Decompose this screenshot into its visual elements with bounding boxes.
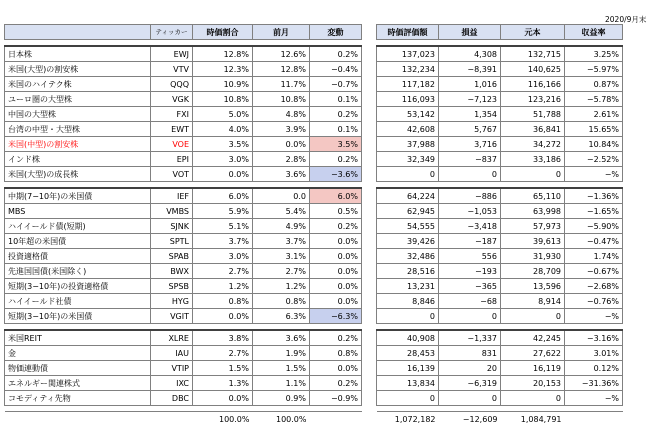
yield-cell: −% xyxy=(565,391,623,406)
ticker: HYG xyxy=(151,294,193,309)
value-cell: 0 xyxy=(377,391,439,406)
change-cell: −0.9% xyxy=(310,391,362,406)
asset-name: 台湾の中型・大型株 xyxy=(5,122,151,137)
portfolio-table xyxy=(4,24,623,426)
change-cell: 3.5% xyxy=(310,137,362,152)
prev-cell: 3.6% xyxy=(253,167,310,182)
prev-cell: 3.9% xyxy=(253,122,310,137)
change-cell: 0.8% xyxy=(310,346,362,361)
yield-cell: −31.36% xyxy=(565,376,623,391)
prev-cell: 4.9% xyxy=(253,219,310,234)
date-label: 2020/9月末 xyxy=(605,14,646,25)
change-cell: 0.1% xyxy=(310,122,362,137)
change-cell: 0.0% xyxy=(310,361,362,376)
change-cell: 0.0% xyxy=(310,279,362,294)
ticker: EWT xyxy=(151,122,193,137)
header-name xyxy=(5,25,151,40)
prev-cell: 1.2% xyxy=(253,279,310,294)
header-change: 変動 xyxy=(310,25,362,40)
ratio-cell: 0.8% xyxy=(193,294,253,309)
table-row xyxy=(5,137,623,152)
pl-cell: 20 xyxy=(439,361,501,376)
principal-cell: 116,166 xyxy=(501,77,565,92)
asset-name: エネルギー関連株式 xyxy=(5,376,151,391)
prev-cell: 1.1% xyxy=(253,376,310,391)
ratio-cell: 0.0% xyxy=(193,391,253,406)
value-cell: 13,231 xyxy=(377,279,439,294)
pl-cell: 0 xyxy=(439,167,501,182)
table-row xyxy=(5,346,623,361)
ticker: EPI xyxy=(151,152,193,167)
yield-cell: −0.76% xyxy=(565,294,623,309)
prev-cell: 0.9% xyxy=(253,391,310,406)
ticker: SPSB xyxy=(151,279,193,294)
change-cell: 0.1% xyxy=(310,92,362,107)
change-cell: 0.0% xyxy=(310,234,362,249)
ticker: VMBS xyxy=(151,204,193,219)
asset-name: 中国の大型株 xyxy=(5,107,151,122)
change-cell: −6.3% xyxy=(310,309,362,324)
ratio-cell: 1.2% xyxy=(193,279,253,294)
ticker: SJNK xyxy=(151,219,193,234)
yield-cell: 0.12% xyxy=(565,361,623,376)
yield-cell: −5.97% xyxy=(565,62,623,77)
asset-name: コモディティ先物 xyxy=(5,391,151,406)
value-cell: 37,988 xyxy=(377,137,439,152)
prev-cell: 1.5% xyxy=(253,361,310,376)
asset-name: 米国(大型)の成長株 xyxy=(5,167,151,182)
yield-cell: −0.47% xyxy=(565,234,623,249)
change-cell: −3.6% xyxy=(310,167,362,182)
table-row xyxy=(5,92,623,107)
ticker: VOE xyxy=(151,137,193,152)
prev-cell: 2.8% xyxy=(253,152,310,167)
table-row xyxy=(5,294,623,309)
yield-cell: 2.61% xyxy=(565,107,623,122)
asset-name: 中期(7−10年)の米国債 xyxy=(5,188,151,204)
asset-name: 10年超の米国債 xyxy=(5,234,151,249)
asset-name: 日本株 xyxy=(5,46,151,62)
principal-cell: 140,625 xyxy=(501,62,565,77)
pl-cell: −365 xyxy=(439,279,501,294)
principal-cell: 13,596 xyxy=(501,279,565,294)
yield-cell: −1.36% xyxy=(565,188,623,204)
prev-cell: 3.7% xyxy=(253,234,310,249)
table-row xyxy=(5,391,623,406)
change-cell: 0.2% xyxy=(310,330,362,346)
pl-cell: 1,354 xyxy=(439,107,501,122)
asset-name: 先進国国債(米国除く) xyxy=(5,264,151,279)
ticker: SPAB xyxy=(151,249,193,264)
prev-cell: 12.8% xyxy=(253,62,310,77)
table-row xyxy=(5,62,623,77)
principal-cell: 20,153 xyxy=(501,376,565,391)
ticker: VOT xyxy=(151,167,193,182)
total-yield xyxy=(565,412,623,426)
principal-cell: 51,788 xyxy=(501,107,565,122)
value-cell: 32,486 xyxy=(377,249,439,264)
table-row xyxy=(5,279,623,294)
value-cell: 32,349 xyxy=(377,152,439,167)
prev-cell: 10.8% xyxy=(253,92,310,107)
pl-cell: −837 xyxy=(439,152,501,167)
asset-name: インド株 xyxy=(5,152,151,167)
value-cell: 117,182 xyxy=(377,77,439,92)
ratio-cell: 3.8% xyxy=(193,330,253,346)
total-prev: 100.0% xyxy=(253,412,310,426)
ticker: IEF xyxy=(151,188,193,204)
pl-cell: −68 xyxy=(439,294,501,309)
ratio-cell: 4.0% xyxy=(193,122,253,137)
table-row xyxy=(5,77,623,92)
change-cell: −0.4% xyxy=(310,62,362,77)
ticker: BWX xyxy=(151,264,193,279)
asset-name: 物価連動債 xyxy=(5,361,151,376)
yield-cell: −1.65% xyxy=(565,204,623,219)
ticker: QQQ xyxy=(151,77,193,92)
principal-cell: 57,973 xyxy=(501,219,565,234)
yield-cell: −2.52% xyxy=(565,152,623,167)
yield-cell: −% xyxy=(565,309,623,324)
ratio-cell: 1.5% xyxy=(193,361,253,376)
table-row xyxy=(5,122,623,137)
pl-cell: −3,418 xyxy=(439,219,501,234)
ticker: VTIP xyxy=(151,361,193,376)
totals-gap xyxy=(362,412,377,426)
yield-cell: 15.65% xyxy=(565,122,623,137)
value-cell: 28,516 xyxy=(377,264,439,279)
asset-name: 米国(中型)の割安株 xyxy=(5,137,151,152)
total-ratio: 100.0% xyxy=(193,412,253,426)
prev-cell: 0.8% xyxy=(253,294,310,309)
ratio-cell: 5.9% xyxy=(193,204,253,219)
ratio-cell: 3.0% xyxy=(193,152,253,167)
ticker: XLRE xyxy=(151,330,193,346)
pl-cell: −6,319 xyxy=(439,376,501,391)
yield-cell: −5.78% xyxy=(565,92,623,107)
header-value: 時価評価額 xyxy=(377,25,439,40)
change-cell: 0.2% xyxy=(310,219,362,234)
prev-cell: 3.6% xyxy=(253,330,310,346)
yield-cell: 0.87% xyxy=(565,77,623,92)
principal-cell: 65,110 xyxy=(501,188,565,204)
asset-name: 金 xyxy=(5,346,151,361)
pl-cell: 3,716 xyxy=(439,137,501,152)
asset-name: MBS xyxy=(5,204,151,219)
ratio-cell: 0.0% xyxy=(193,167,253,182)
total-pl: −12,609 xyxy=(439,412,501,426)
ticker: VTV xyxy=(151,62,193,77)
value-cell: 137,023 xyxy=(377,46,439,62)
prev-cell: 11.7% xyxy=(253,77,310,92)
ticker: EWJ xyxy=(151,46,193,62)
principal-cell: 42,245 xyxy=(501,330,565,346)
principal-cell: 36,841 xyxy=(501,122,565,137)
table-row xyxy=(5,330,623,346)
pl-cell: 0 xyxy=(439,391,501,406)
value-cell: 54,555 xyxy=(377,219,439,234)
ticker: DBC xyxy=(151,391,193,406)
table-row xyxy=(5,219,623,234)
principal-cell: 132,715 xyxy=(501,46,565,62)
prev-cell: 0.0 xyxy=(253,188,310,204)
prev-cell: 6.3% xyxy=(253,309,310,324)
asset-name: 米国のハイテク株 xyxy=(5,77,151,92)
header-ticker: ティッカー xyxy=(151,25,193,40)
prev-cell: 4.8% xyxy=(253,107,310,122)
value-cell: 132,234 xyxy=(377,62,439,77)
principal-cell: 0 xyxy=(501,391,565,406)
pl-cell: −193 xyxy=(439,264,501,279)
yield-cell: 10.84% xyxy=(565,137,623,152)
asset-name: 投資適格債 xyxy=(5,249,151,264)
asset-name: ハイイールド社債 xyxy=(5,294,151,309)
asset-name: ハイイールド債(短期) xyxy=(5,219,151,234)
value-cell: 39,426 xyxy=(377,234,439,249)
header-principal: 元本 xyxy=(501,25,565,40)
value-cell: 0 xyxy=(377,309,439,324)
pl-cell: −1,053 xyxy=(439,204,501,219)
change-cell: 0.2% xyxy=(310,46,362,62)
table-row xyxy=(5,188,623,204)
yield-cell: −3.16% xyxy=(565,330,623,346)
yield-cell: −2.68% xyxy=(565,279,623,294)
ticker: VGIT xyxy=(151,309,193,324)
principal-cell: 27,622 xyxy=(501,346,565,361)
value-cell: 40,908 xyxy=(377,330,439,346)
asset-name: ユーロ圏の大型株 xyxy=(5,92,151,107)
pl-cell: −187 xyxy=(439,234,501,249)
ratio-cell: 3.5% xyxy=(193,137,253,152)
totals-label xyxy=(5,412,151,426)
table-row xyxy=(5,249,623,264)
pl-cell: 831 xyxy=(439,346,501,361)
totals-row xyxy=(5,412,623,426)
prev-cell: 0.0% xyxy=(253,137,310,152)
table-row xyxy=(5,361,623,376)
value-cell: 116,093 xyxy=(377,92,439,107)
table-row xyxy=(5,309,623,324)
principal-cell: 16,119 xyxy=(501,361,565,376)
value-cell: 28,453 xyxy=(377,346,439,361)
value-cell: 62,945 xyxy=(377,204,439,219)
pl-cell: 5,767 xyxy=(439,122,501,137)
total-principal: 1,084,791 xyxy=(501,412,565,426)
pl-cell: 0 xyxy=(439,309,501,324)
table-row xyxy=(5,234,623,249)
principal-cell: 0 xyxy=(501,309,565,324)
yield-cell: −5.90% xyxy=(565,219,623,234)
asset-name: 短期(3−10年)の投資適格債 xyxy=(5,279,151,294)
yield-cell: 1.74% xyxy=(565,249,623,264)
yield-cell: −0.67% xyxy=(565,264,623,279)
ticker: FXI xyxy=(151,107,193,122)
pl-cell: −7,123 xyxy=(439,92,501,107)
header-ratio: 時価割合 xyxy=(193,25,253,40)
change-cell: 0.0% xyxy=(310,264,362,279)
ratio-cell: 0.0% xyxy=(193,309,253,324)
totals-ticker xyxy=(151,412,193,426)
ticker: IAU xyxy=(151,346,193,361)
ratio-cell: 5.0% xyxy=(193,107,253,122)
ratio-cell: 1.3% xyxy=(193,376,253,391)
table-row xyxy=(5,264,623,279)
principal-cell: 31,930 xyxy=(501,249,565,264)
change-cell: 0.0% xyxy=(310,294,362,309)
total-value: 1,072,182 xyxy=(377,412,439,426)
change-cell: 0.5% xyxy=(310,204,362,219)
pl-cell: −8,391 xyxy=(439,62,501,77)
change-cell: 0.2% xyxy=(310,152,362,167)
pl-cell: 4,308 xyxy=(439,46,501,62)
value-cell: 53,142 xyxy=(377,107,439,122)
ratio-cell: 3.7% xyxy=(193,234,253,249)
ratio-cell: 12.8% xyxy=(193,46,253,62)
ticker: VGK xyxy=(151,92,193,107)
principal-cell: 63,998 xyxy=(501,204,565,219)
principal-cell: 123,216 xyxy=(501,92,565,107)
yield-cell: 3.25% xyxy=(565,46,623,62)
value-cell: 42,608 xyxy=(377,122,439,137)
ratio-cell: 3.0% xyxy=(193,249,253,264)
value-cell: 13,834 xyxy=(377,376,439,391)
asset-name: 米国REIT xyxy=(5,330,151,346)
pl-cell: −886 xyxy=(439,188,501,204)
pl-cell: 1,016 xyxy=(439,77,501,92)
yield-cell: 3.01% xyxy=(565,346,623,361)
prev-cell: 1.9% xyxy=(253,346,310,361)
header-pl: 損益 xyxy=(439,25,501,40)
ratio-cell: 6.0% xyxy=(193,188,253,204)
table-row xyxy=(5,107,623,122)
header-yield: 収益率 xyxy=(565,25,623,40)
principal-cell: 8,914 xyxy=(501,294,565,309)
prev-cell: 12.6% xyxy=(253,46,310,62)
asset-name: 米国(大型)の割安株 xyxy=(5,62,151,77)
table-row xyxy=(5,204,623,219)
value-cell: 16,139 xyxy=(377,361,439,376)
header-prev: 前月 xyxy=(253,25,310,40)
value-cell: 64,224 xyxy=(377,188,439,204)
asset-name: 短期(3−10年)の米国債 xyxy=(5,309,151,324)
yield-cell: −% xyxy=(565,167,623,182)
table-row xyxy=(5,152,623,167)
prev-cell: 2.7% xyxy=(253,264,310,279)
change-cell: 6.0% xyxy=(310,188,362,204)
change-cell: 0.2% xyxy=(310,107,362,122)
prev-cell: 3.1% xyxy=(253,249,310,264)
change-cell: 0.2% xyxy=(310,376,362,391)
principal-cell: 39,613 xyxy=(501,234,565,249)
principal-cell: 34,272 xyxy=(501,137,565,152)
change-cell: −0.7% xyxy=(310,77,362,92)
ratio-cell: 10.8% xyxy=(193,92,253,107)
ratio-cell: 12.3% xyxy=(193,62,253,77)
ratio-cell: 2.7% xyxy=(193,346,253,361)
pl-cell: 556 xyxy=(439,249,501,264)
principal-cell: 0 xyxy=(501,167,565,182)
header-row xyxy=(5,25,623,40)
ticker: SPTL xyxy=(151,234,193,249)
ratio-cell: 5.1% xyxy=(193,219,253,234)
principal-cell: 28,709 xyxy=(501,264,565,279)
ratio-cell: 2.7% xyxy=(193,264,253,279)
table-row xyxy=(5,376,623,391)
pl-cell: −1,337 xyxy=(439,330,501,346)
table-row xyxy=(5,46,623,62)
ticker: IXC xyxy=(151,376,193,391)
table-row xyxy=(5,167,623,182)
change-cell: 0.0% xyxy=(310,249,362,264)
ratio-cell: 10.9% xyxy=(193,77,253,92)
principal-cell: 33,186 xyxy=(501,152,565,167)
total-change xyxy=(310,412,362,426)
prev-cell: 5.4% xyxy=(253,204,310,219)
value-cell: 8,846 xyxy=(377,294,439,309)
value-cell: 0 xyxy=(377,167,439,182)
